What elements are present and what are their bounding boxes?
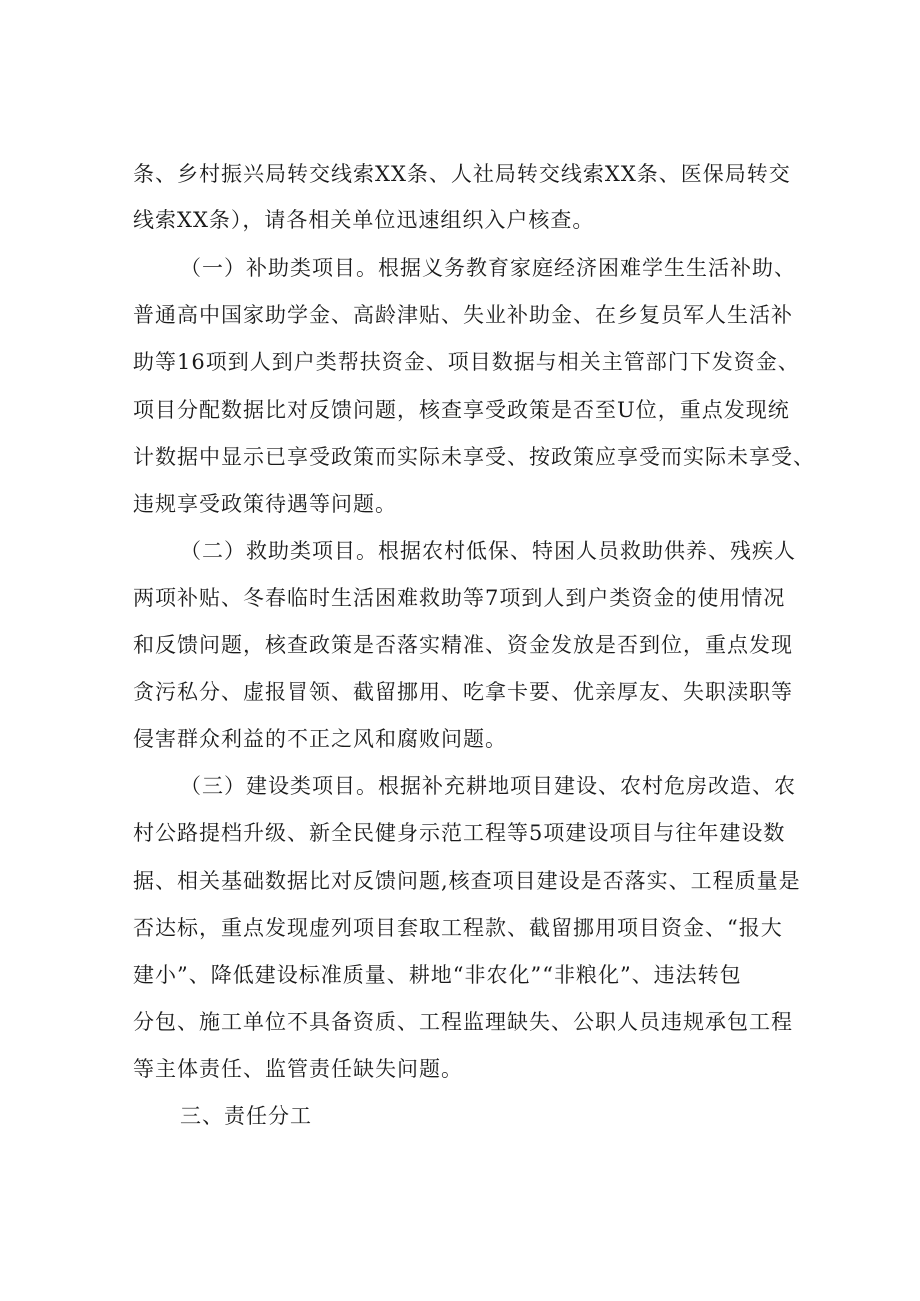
paragraph-line: 条、乡村振兴局转交线索XX条、人社局转交线索XX条、医保局转交 xyxy=(133,162,791,186)
paragraph-line: 两项补贴、冬春临时生活困难救助等7项到人到户类资金的使用情况 xyxy=(133,586,786,610)
paragraph-line: 否达标，重点发现虚列项目套取工程款、截留挪用项目资金、“报大 xyxy=(133,916,783,940)
paragraph-line: 据、相关基础数据比对反馈问题,核查项目建设是否落实、工程质量是 xyxy=(133,869,801,893)
paragraph-line: 计数据中显示已享受政策而实际未享受、按政策应享受而实际未享受、 xyxy=(133,445,815,469)
paragraph-line: 等主体责任、监管责任缺失问题。 xyxy=(133,1057,463,1081)
paragraph-line: 建小”、降低建设标准质量、耕地“非农化”“非粮化”、违法转包 xyxy=(133,963,742,987)
paragraph-line: 分包、施工单位不具备资质、工程监理缺失、公职人员违规承包工程 xyxy=(133,1010,793,1034)
paragraph-line: 违规享受政策待遇等问题。 xyxy=(133,492,397,516)
paragraph-line: 村公路提档升级、新全民健身示范工程等5项建设项目与往年建设数 xyxy=(133,821,786,845)
paragraph-line: 贪污私分、虚报冒领、截留挪用、吃拿卡要、优亲厚友、失职渎职等 xyxy=(133,680,793,704)
paragraph-line: 线索XX条），请各相关单位迅速组织入户核查。 xyxy=(133,208,595,232)
paragraph-line: 普通高中国家助学金、高龄津贴、失业补助金、在乡复员军人生活补 xyxy=(133,303,793,327)
section-2-first-line: （二）救助类项目。根据农村低保、特困人员救助供养、残疾人 xyxy=(180,539,796,563)
paragraph-line: 侵害群众利益的不正之风和腐败问题。 xyxy=(133,727,507,751)
paragraph-line: 助等16项到人到户类帮扶资金、项目数据与相关主管部门下发资金、 xyxy=(133,350,800,374)
section-3-first-line: （三）建设类项目。根据补充耕地项目建设、农村危房改造、农 xyxy=(180,774,796,798)
paragraph-line: 项目分配数据比对反馈问题，核查享受政策是否至U位，重点发现统 xyxy=(133,398,790,422)
paragraph-line: 和反馈问题，核查政策是否落实精准、资金发放是否到位，重点发现 xyxy=(133,633,793,657)
section-heading: 三、责任分工 xyxy=(180,1104,312,1128)
section-1-first-line: （一）补助类项目。根据义务教育家庭经济困难学生生活补助、 xyxy=(180,256,796,280)
